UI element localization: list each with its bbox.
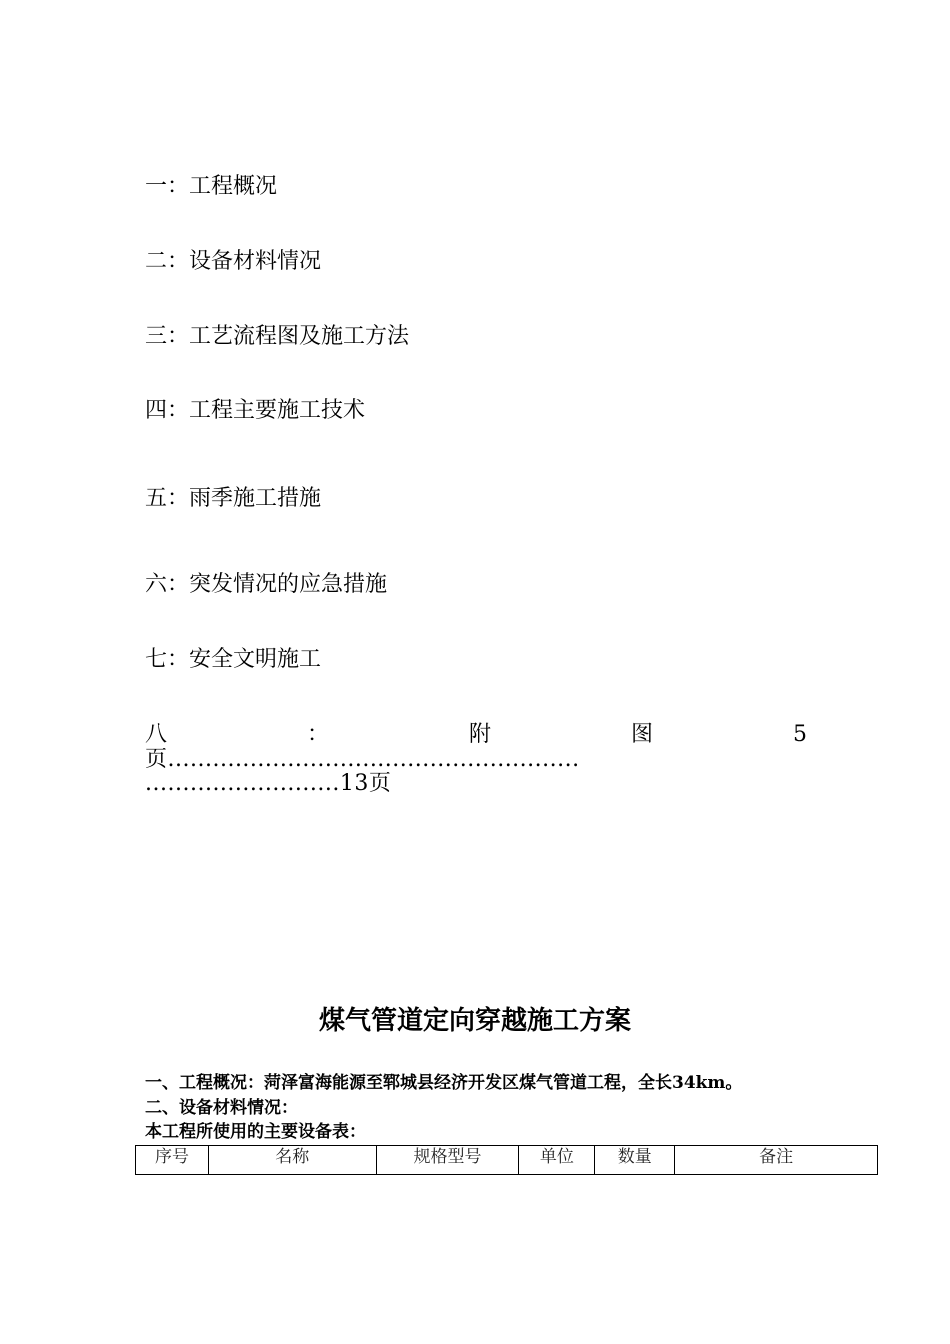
toc-item-1: 一：工程概况 xyxy=(145,174,278,199)
table-header-cell: 数量 xyxy=(595,1146,675,1175)
toc-item-8-char: 图 xyxy=(631,722,654,747)
table-header-cell: 序号 xyxy=(136,1146,209,1175)
toc-item-8-char: 附 xyxy=(469,722,492,747)
table-header-row xyxy=(136,1146,878,1175)
toc-item-8-char: 5 xyxy=(793,722,807,747)
toc-item-8-char: 八 xyxy=(145,722,168,747)
paragraph-equipment: 二、设备材料情况： xyxy=(145,1098,298,1118)
toc-item-2: 二：设备材料情况 xyxy=(145,249,322,274)
paragraph-overview: 一、工程概况：菏泽富海能源至郓城县经济开发区煤气管道工程，全长34km。 xyxy=(145,1073,743,1093)
toc-item-8-leader: 页....................................................... xyxy=(145,748,580,772)
toc-item-7: 七：安全文明施工 xyxy=(145,647,322,672)
paragraph-table-caption: 本工程所使用的主要设备表： xyxy=(145,1122,366,1142)
toc-item-4: 四：工程主要施工技术 xyxy=(145,398,366,423)
toc-item-3: 三：工艺流程图及施工方法 xyxy=(145,324,410,349)
table-header-cell: 备注 xyxy=(675,1146,878,1175)
table-header-cell: 规格型号 xyxy=(376,1146,519,1175)
toc-item-8-heading xyxy=(145,722,807,748)
toc-item-8-char: ： xyxy=(307,722,330,747)
toc-item-5: 五：雨季施工措施 xyxy=(145,486,322,511)
toc-item-6: 六：突发情况的应急措施 xyxy=(145,572,388,597)
toc-item-8 xyxy=(145,722,807,796)
table-header-cell: 单位 xyxy=(519,1146,595,1175)
document-title: 煤气管道定向穿越施工方案 xyxy=(318,1006,631,1036)
equipment-table xyxy=(135,1145,878,1175)
table-header-cell: 名称 xyxy=(208,1146,376,1175)
toc-item-8-page: ..........................13页 xyxy=(145,772,392,796)
